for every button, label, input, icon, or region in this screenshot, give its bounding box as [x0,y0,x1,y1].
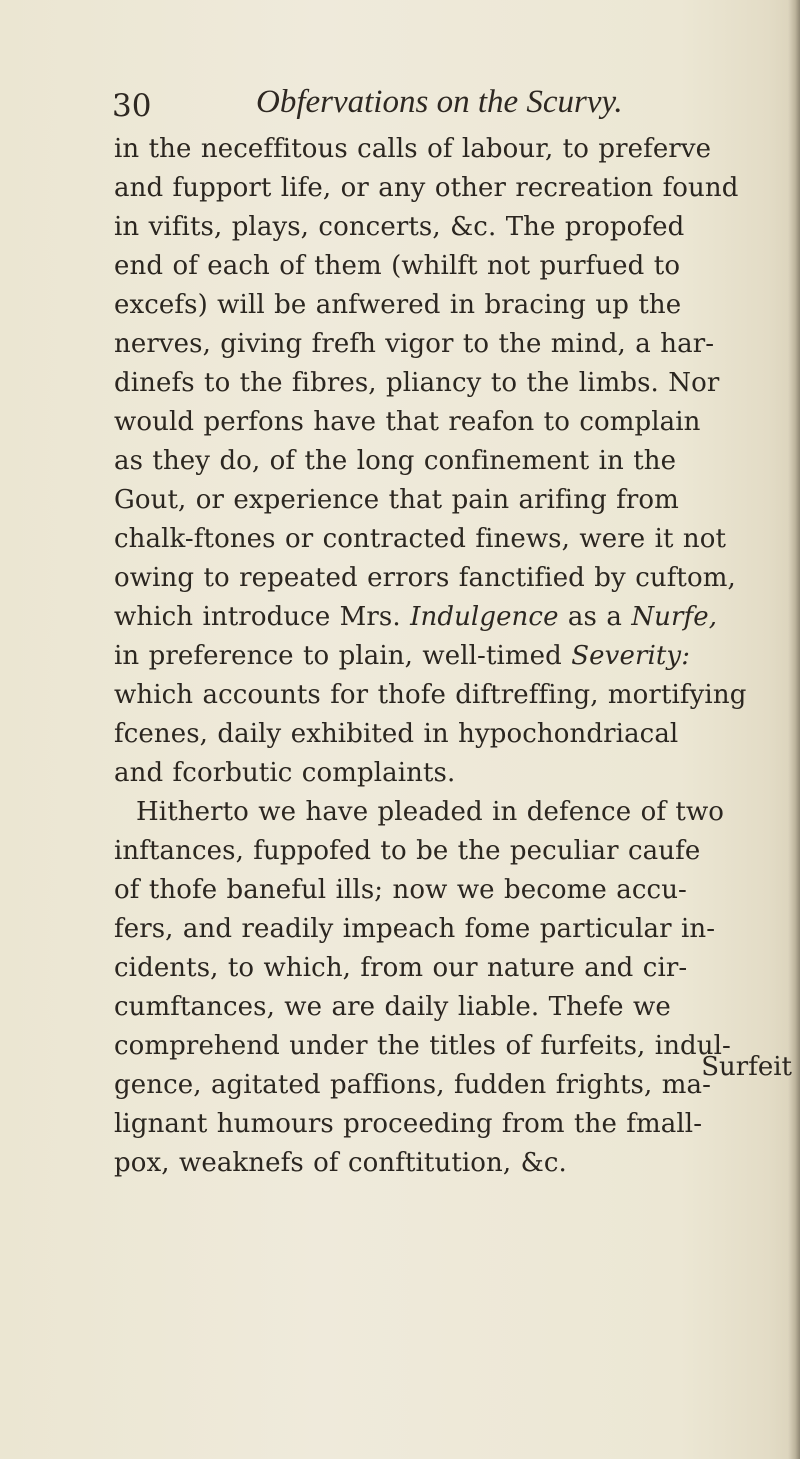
text-line: pox, weaknefs of conftitution, &c. [114,1148,567,1178]
text-run: as a [558,602,632,632]
running-title: Obfervations on the Scurvy. [256,84,623,120]
italic-run: Severity: [571,641,691,671]
text-line: comprehend under the titles of furfeits, indul- [114,1031,731,1061]
text-line: dinefs to the fibres, pliancy to the limbs. Nor [114,368,720,398]
italic-run: Nurfe, [631,602,718,632]
page-number: 30 [112,88,152,124]
body-text [114,130,800,1183]
text-line: owing to repeated errors fanctified by cuftom, [114,563,736,593]
text-line: which accounts for thofe diftreffing, mortifying [114,680,747,710]
text-line: nerves, giving frefh vigor to the mind, a har- [114,329,715,359]
text-line: of thofe baneful ills; now we become accu- [114,875,687,905]
text-line: excefs) will be anfwered in bracing up the [114,290,682,320]
text-line [114,598,800,637]
text-line: chalk-ftones or contracted finews, were it not [114,524,727,554]
text-line: Gout, or experience that pain arifing from [114,485,679,515]
text-line: as they do, of the long confinement in the [114,446,677,476]
text-line: inftances, fuppofed to be the peculiar caufe [114,836,701,866]
text-line: in vifits, plays, concerts, &c. The propofed [114,212,685,242]
catchword: Surfeit [701,1052,792,1082]
text-line: end of each of them (whilft not purfued to [114,251,681,281]
text-line: in the neceffitous calls of labour, to preferve [114,134,712,164]
italic-run: Indulgence [410,602,559,632]
text-line: fcenes, daily exhibited in hypochondriacal [114,719,679,749]
text-line: would perfons have that reafon to complain [114,407,701,437]
text-line: and fcorbutic complaints. [114,758,456,788]
text-line: fers, and readily impeach fome particular in- [114,914,716,944]
text-line: cidents, to which, from our nature and cir- [114,953,688,983]
text-line: cumftances, we are daily liable. Thefe we [114,992,671,1022]
text-run: which introduce Mrs. [114,602,411,632]
text-line [114,637,800,676]
text-line: gence, agitated paffions, fudden frights, ma- [114,1070,711,1100]
page-header [112,84,712,130]
text-line: lignant humours proceeding from the fmall- [114,1109,703,1139]
text-run: in preference to plain, well-timed [114,641,572,671]
paragraph-first-line: Hitherto we have pleaded in defence of two [136,797,725,827]
text-line: and fupport life, or any other recreation found [114,173,739,203]
